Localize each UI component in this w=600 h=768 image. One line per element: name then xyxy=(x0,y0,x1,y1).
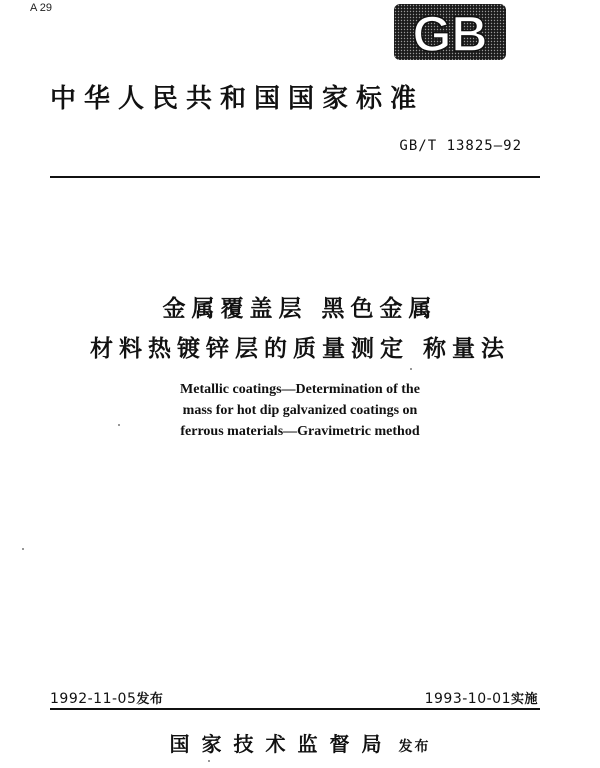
issue-label: 发布 xyxy=(136,692,164,707)
english-title-line-1: Metallic coatings—Determination of the xyxy=(180,382,420,397)
english-title-line-2: mass for hot dip galvanized coatings on xyxy=(182,403,418,418)
header-divider xyxy=(50,176,540,178)
implementation-label: 实施 xyxy=(510,692,538,707)
publisher-line xyxy=(0,728,600,757)
standard-number: GB/T 13825—92 xyxy=(399,138,522,154)
issue-date: 1992-11-05 xyxy=(50,691,137,707)
gb-logo-text: GB xyxy=(412,6,488,60)
gb-logo xyxy=(394,4,506,60)
standard-category-title: 中华人民共和国国家标准 xyxy=(50,84,425,114)
implementation-date-block xyxy=(425,688,538,707)
scan-speck xyxy=(208,760,210,762)
chinese-title-line-2: 材料热镀锌层的质量测定 称量法 xyxy=(89,336,510,362)
implementation-date: 1993-10-01 xyxy=(424,691,511,707)
scan-speck xyxy=(410,368,412,370)
english-title-line-3: ferrous materials—Gravimetric method xyxy=(180,424,420,439)
ics-code: A 29 xyxy=(30,2,53,14)
footer-divider xyxy=(50,708,540,710)
chinese-title-line-1: 金属覆盖层 黑色金属 xyxy=(162,296,438,322)
publisher-action: 发布 xyxy=(398,739,431,755)
issue-date-block xyxy=(50,688,163,707)
scan-speck xyxy=(118,424,120,426)
publisher-name: 国家技术监督局 xyxy=(169,732,394,756)
scan-speck xyxy=(22,548,24,550)
